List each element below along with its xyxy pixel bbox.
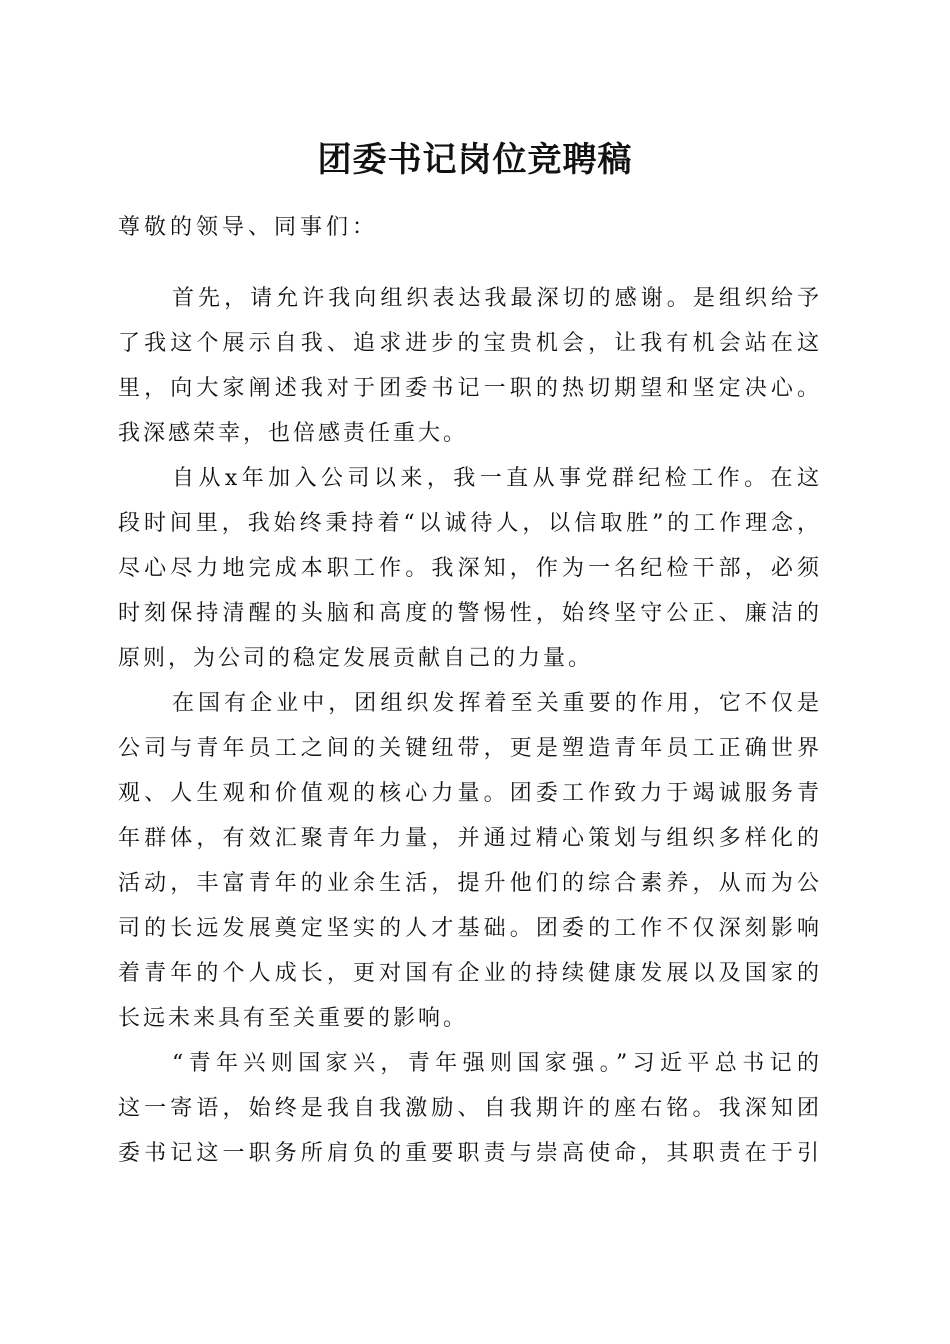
paragraph-line: 里，向大家阐述我对于团委书记一职的热切期望和坚定决心。 xyxy=(118,376,822,401)
paragraph-line: 尽心尽力地完成本职工作。我深知，作为一名纪检干部，必须 xyxy=(118,556,822,581)
salutation: 尊敬的领导、同事们： xyxy=(118,215,379,240)
paragraph-line: 观、人生观和价值观的核心力量。团委工作致力于竭诚服务青 xyxy=(118,781,822,806)
paragraph-line: “青年兴则国家兴，青年强则国家强。”习近平总书记的 xyxy=(172,1051,822,1076)
paragraph-line: 首先，请允许我向组织表达我最深切的感谢。是组织给予 xyxy=(172,286,822,311)
paragraph-line: 时刻保持清醒的头脑和高度的警惕性，始终坚守公正、廉洁的 xyxy=(118,601,822,626)
paragraph-line: 原则，为公司的稳定发展贡献自己的力量。 xyxy=(118,646,594,671)
paragraph-line: 这一寄语，始终是我自我激励、自我期许的座右铭。我深知团 xyxy=(118,1096,822,1121)
document-title: 团委书记岗位竞聘稿 xyxy=(317,140,633,180)
paragraph-line: 长远未来具有至关重要的影响。 xyxy=(118,1006,469,1031)
paragraph xyxy=(118,681,822,1041)
paragraph-line: 司的长远发展奠定坚实的人才基础。团委的工作不仅深刻影响 xyxy=(118,916,822,941)
paragraph-line: 在国有企业中，团组织发挥着至关重要的作用，它不仅是 xyxy=(172,691,822,716)
paragraph-line: 了我这个展示自我、追求进步的宝贵机会，让我有机会站在这 xyxy=(118,331,822,356)
paragraph-line: 年群体，有效汇聚青年力量，并通过精心策划与组织多样化的 xyxy=(118,826,822,851)
paragraph-line: 委书记这一职务所肩负的重要职责与崇高使命，其职责在于引 xyxy=(118,1141,822,1166)
paragraph-line: 公司与青年员工之间的关键纽带，更是塑造青年员工正确世界 xyxy=(118,736,822,761)
paragraph-line: 活动，丰富青年的业余生活，提升他们的综合素养，从而为公 xyxy=(118,871,822,896)
document-body xyxy=(118,276,822,1176)
paragraph-line: 着青年的个人成长，更对国有企业的持续健康发展以及国家的 xyxy=(118,961,822,986)
paragraph-line: 段时间里，我始终秉持着“以诚待人，以信取胜”的工作理念， xyxy=(118,511,822,536)
paragraph-line: 自从x年加入公司以来，我一直从事党群纪检工作。在这 xyxy=(172,466,822,491)
paragraph xyxy=(118,1041,822,1176)
paragraph-line: 我深感荣幸，也倍感责任重大。 xyxy=(118,421,469,446)
paragraph xyxy=(118,276,822,456)
paragraph xyxy=(118,456,822,681)
